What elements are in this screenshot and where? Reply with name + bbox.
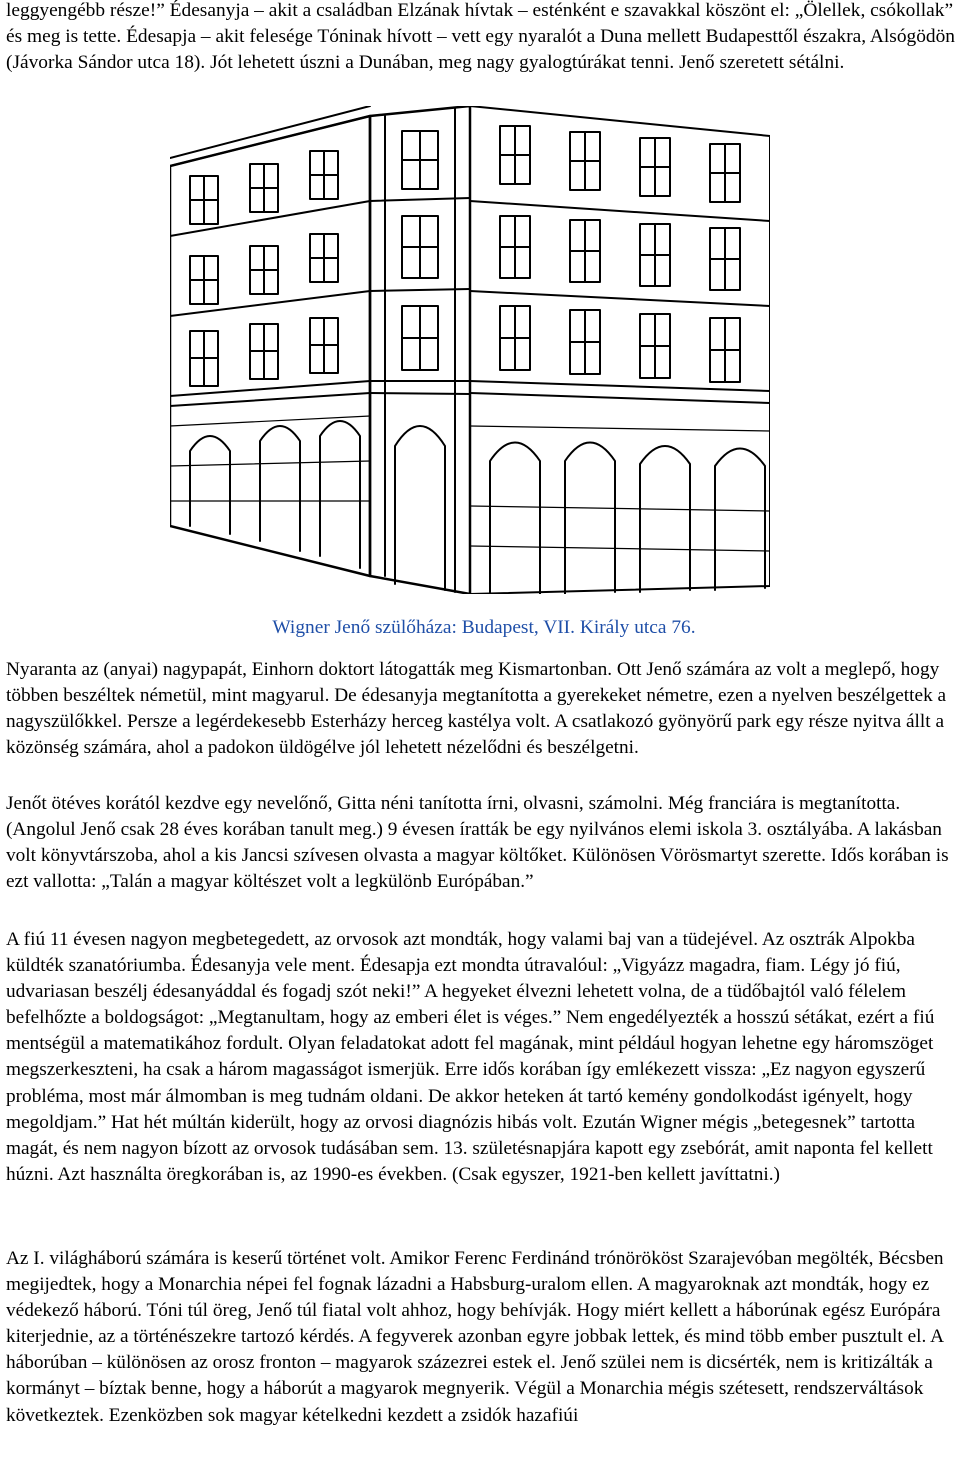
figure-caption-text: Wigner Jenő szülőháza: Budapest, VII. Király utca 76.	[272, 617, 696, 638]
building-illustration	[170, 106, 770, 594]
paragraph-illness: A fiú 11 évesen nagyon megbetegedett, az orvosok azt mondták, hogy valami baj van a tüdejével. Az osztrák Alpokba küldték szanatóriumba. Édesanyja vele ment. Édesapja ezt mondta útravalóul: „Vigyázz magadra, fiam. Légy jó fiú, udvariasan beszélj édesanyáddal és fogadj szót neki!” A hegyeket élvezni lehetett volna, de a tüdőbajtól való félelem befelhőzte a boldogságot: „Megtanultam, hogy az emberi élet is véges.” Nem engedélyezték a hosszú sétákat, ezért a fiú mentségül a matematikához fordult. Olyan feladatokat adott fel magának, mint például hogyan lehetne egy háromszöget megszerkeszteni, ha csak a három magasságot ismerjük. Erre idős korában így emlékezett vissza: „Ez nagyon egyszerű probléma, most már álmomban is meg tudnám oldani. De akkor heteken át tartó kemény gondolkodást igényelt, hogy megoldjam.” Hat hét múltán kiderült, hogy az orvosi diagnózis hibás volt. Ezután Wigner mégis „betegesnek” tartotta magát, és nem nagyon bízott az orvosok tudásában sem. 13. születésnapjára kapott egy zsebórát, amit naponta fel kellett húzni. Azt használta öregkorában is, az 1990-es években. (Csak egyszer, 1921-ben kellett javíttatni.)	[6, 929, 935, 1185]
paragraph-education: Jenőt ötéves korától kezdve egy nevelőnő, Gitta néni tanította írni, olvasni, számolni. Még franciára is megtanította. (Angolul Jenő csak 28 éves korában tanult meg.) 9 évesen íratták be egy nyilvános elemi iskola 3. osztályába. A lakásban volt könyvtárszoba, ahol a kis Jancsi szívesen olvasta a magyar költőket. Különösen Vörösmartyt szerette. Idős korában is ezt vallotta: „Talán a magyar költészet volt a legkülönb Európában.”	[6, 793, 949, 893]
paragraph-world-war: Az I. világháború számára is keserű történet volt. Amikor Ferenc Ferdinánd trónörököst Szarajevóban megölték, Bécsben megijedtek, hogy a Monarchia népei fel fognak lázadni a Habsburg-uralom ellen. A magyaroknak azt mondták, hogy ez védekező háború. Tóni túl öreg, Jenő túl fiatal volt ahhoz, hogy behívják. Hogy miért kellett a háborúnak egész Európára kiterjednie, az a történészekre tartozó kérdés. A fegyverek azonban egyre jobbak lettek, és mind több ember pusztult el. A háborúban – különösen az orosz fronton – magyarok százezrei estek el. Jenő szülei nem is dicsérték, nem is kritizálták a kormányt – bíztak benne, hogy a háborút a magyarok megnyerik. Végül a Monarchia mégis szétesett, rendszerváltások következtek. Ezenközben sok magyar kételkedni kezdett a zsidók hazafiúi	[6, 1248, 944, 1426]
paragraph-kismarton: Nyaranta az (anyai) nagypapát, Einhorn doktort látogatták meg Kismartonban. Ott Jenő számára az volt a meglepő, hogy többen beszéltek németül, mint magyarul. De édesanyja megtanította a gyerekeket németre, ezen a nyelven beszélgettek a nagyszülőkkel. Persze a legérdekesebb Esterházy herceg kastélya volt. A csatlakozó gyönyörű park egy része nyitva állt a közönség számára, ahol a padokon üldögélve jól lehetett nézelődni és beszélgetni.	[6, 659, 947, 759]
paragraph-intro: leggyengébb része!” Édesanyja – akit a családban Elzának hívtak – esténként e szavakkal köszönt el: „Ölellek, csókollak” és meg is tette. Édesapja – akit felesége Tóninak hívott – vett egy nyaralót a Duna mellett Budapesttől északra, Alsógödön (Jávorka Sándor utca 18). Jót lehetett úszni a Dunában, meg nagy gyalogtúrákat tenni. Jenő szeretett sétálni.	[6, 0, 955, 74]
figure-caption	[0, 615, 960, 641]
